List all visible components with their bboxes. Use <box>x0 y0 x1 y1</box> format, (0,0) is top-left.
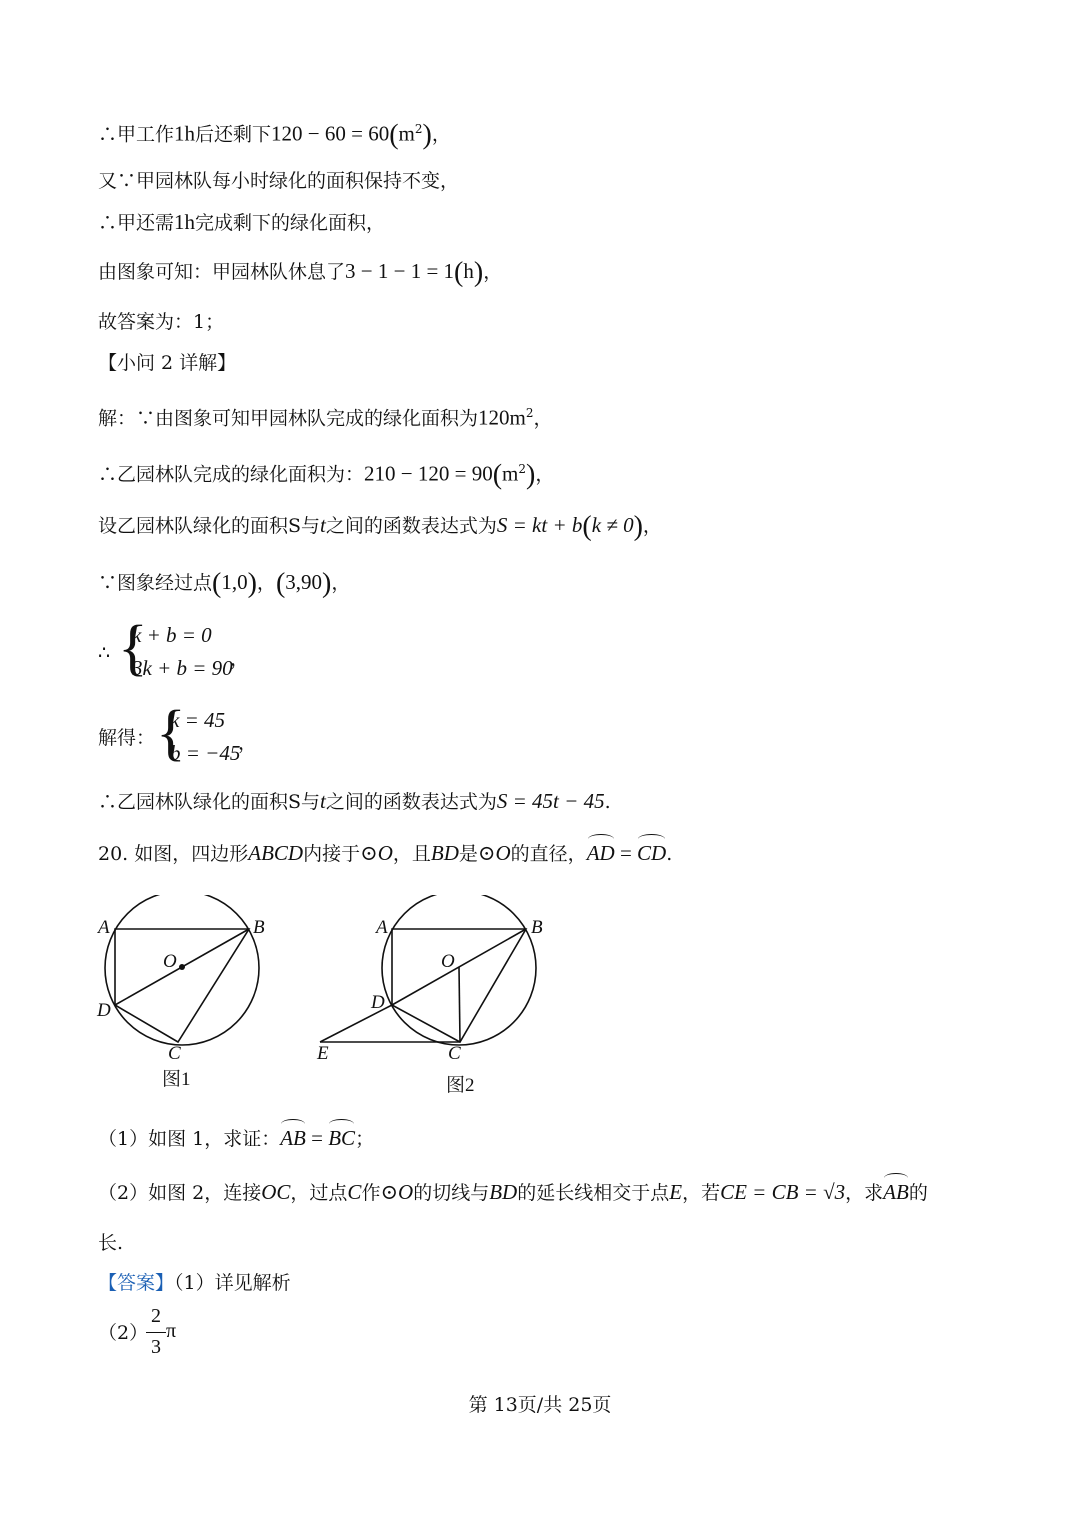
text: ， <box>230 648 250 670</box>
text: 解：∵由图象可知甲园林队完成的绿化面积为 <box>98 407 479 430</box>
text: 后还剩下 <box>195 123 272 146</box>
text: 解得： <box>98 727 156 749</box>
text: ， <box>483 261 503 283</box>
superscript: 2 <box>525 406 534 420</box>
text: 作 <box>361 1182 381 1204</box>
label-a: A <box>98 917 110 938</box>
therefore: ∴ <box>98 642 111 664</box>
math-var: t <box>320 513 326 537</box>
text: ，过点 <box>290 1182 348 1204</box>
text: ， <box>331 572 351 594</box>
text: （2） <box>98 1322 149 1344</box>
text: 之间的函数表达式为 <box>325 791 497 813</box>
text-line-8 <box>98 454 554 490</box>
label-a: A <box>376 917 388 938</box>
equation-row: b = −45 <box>170 741 241 765</box>
fraction-bar <box>146 1332 166 1333</box>
paren-close: ) <box>322 568 332 599</box>
math: C <box>347 1180 362 1204</box>
unit: m <box>398 121 415 146</box>
math: E <box>669 1180 683 1204</box>
text-line-2: 又∵甲园林队每小时绿化的面积保持不变， <box>98 170 460 192</box>
math: ⊙O <box>477 841 511 865</box>
text: （1）详见解析 <box>174 1272 291 1294</box>
math: CE = CB = √3 <box>720 1180 846 1204</box>
math: S = 45t − 45 <box>496 789 605 813</box>
paren-open: ( <box>389 119 399 151</box>
arc-ab: AB <box>280 1123 306 1153</box>
line-oc <box>459 967 460 1042</box>
paren-open: ( <box>582 511 592 542</box>
paren-close: ) <box>633 511 643 542</box>
answer-line-2 <box>98 1318 148 1348</box>
text-line-5: 故答案为：1； <box>98 311 225 333</box>
text-line-13 <box>98 786 611 817</box>
text: ， <box>431 123 451 146</box>
label-e: E <box>317 1043 329 1064</box>
label-o: O <box>441 951 455 972</box>
label-d: D <box>97 1000 111 1021</box>
text: 的切线与 <box>413 1182 490 1204</box>
problem-statement <box>98 838 672 869</box>
text: 设乙园林队绿化的面积S与 <box>98 515 321 537</box>
math-var: t <box>320 789 326 813</box>
quadrilateral-abcd <box>115 929 249 1042</box>
label-b: B <box>253 917 265 938</box>
point-2: 3,90 <box>285 570 323 594</box>
text: . <box>666 843 673 865</box>
text: ， <box>642 515 662 537</box>
paren-open: ( <box>492 459 503 491</box>
text: 20. 如图，四边形 <box>98 843 249 865</box>
answer-line-1 <box>98 1268 291 1298</box>
text: 内接于 <box>303 843 361 865</box>
paren-close: ) <box>247 568 257 599</box>
denominator: 3 <box>151 1336 161 1358</box>
math: = <box>305 1126 329 1150</box>
text: ； <box>355 1128 375 1150</box>
answer-tag: 【答案】 <box>98 1272 175 1294</box>
math: ⊙O <box>380 1180 414 1204</box>
paren-close: ) <box>473 257 484 288</box>
math: 3 − 1 − 1 = 1 <box>345 259 455 283</box>
math: k ≠ 0 <box>591 513 634 537</box>
label-d: D <box>371 992 385 1013</box>
pi: π <box>166 1320 177 1342</box>
math: 120m <box>478 405 526 430</box>
math: ABCD <box>248 841 304 865</box>
unit: m <box>502 461 519 486</box>
superscript: 2 <box>518 462 527 476</box>
text: 是 <box>458 843 478 865</box>
text: （1）如图 1，求证： <box>98 1128 281 1150</box>
math: 1h <box>174 121 196 146</box>
math: ⊙O <box>360 841 393 865</box>
text: ， <box>256 572 276 594</box>
question-2 <box>98 1177 928 1208</box>
arc-ad: AD <box>587 838 615 868</box>
text-line-3 <box>98 207 385 238</box>
text: ∴乙园林队绿化的面积S与 <box>98 791 321 813</box>
text: 的直径， <box>510 843 587 865</box>
page-footer: 第 13页/共 25页 <box>468 1394 612 1416</box>
math: OC <box>261 1180 291 1204</box>
text: ，求 <box>845 1182 884 1204</box>
text: ∵图象经过点 <box>98 572 213 594</box>
math: BD <box>489 1180 518 1204</box>
question-2-cont: 长. <box>98 1232 124 1254</box>
math: 210 − 120 = 90 <box>364 461 493 486</box>
center-dot <box>179 964 185 970</box>
figure-1-caption: 图1 <box>162 1069 191 1090</box>
text-line-10 <box>98 567 350 599</box>
figure-2-caption: 图2 <box>446 1075 475 1096</box>
text: . <box>604 791 611 813</box>
arc-bc: BC <box>328 1123 355 1153</box>
math: = <box>614 841 638 865</box>
section-heading: 【小问 2 详解】 <box>98 352 237 374</box>
text: ∴甲还需 <box>98 212 175 234</box>
unit: h <box>463 259 474 283</box>
text: ， <box>535 463 555 486</box>
superscript: 2 <box>414 122 423 136</box>
brace: { <box>118 614 148 682</box>
equation-row: k + b = 0 <box>132 623 212 647</box>
paren-open: ( <box>454 257 464 288</box>
paren-close: ) <box>526 459 536 491</box>
label-c: C <box>168 1043 181 1064</box>
text: 完成剩下的绿化面积， <box>195 212 386 234</box>
math: S = kt + b <box>496 513 583 537</box>
equation-row: 3k + b = 90 <box>132 656 233 680</box>
label-c: C <box>448 1043 461 1064</box>
math: BD <box>430 841 459 865</box>
question-1 <box>98 1123 374 1154</box>
brace: { <box>156 699 186 767</box>
math: 1h <box>174 210 196 234</box>
text-line-7 <box>98 398 553 433</box>
text-line-1 <box>98 114 451 150</box>
text: 之间的函数表达式为 <box>325 515 497 537</box>
math: 120 − 60 = 60 <box>271 121 390 146</box>
text: ∴甲工作 <box>98 123 175 146</box>
text: ， <box>533 407 553 430</box>
arc-ab: AB <box>883 1177 909 1207</box>
text-line-4 <box>98 256 502 288</box>
label-o: O <box>163 951 177 972</box>
equation-row: k = 45 <box>170 708 225 732</box>
label-b: B <box>531 917 543 938</box>
text: ， <box>238 732 258 754</box>
figure-2 <box>300 895 550 1095</box>
text: ，若 <box>682 1182 721 1204</box>
text: ∴乙园林队完成的绿化面积为： <box>98 463 365 486</box>
numerator: 2 <box>151 1305 161 1327</box>
paren-open: ( <box>275 568 286 599</box>
text: ，且 <box>392 843 431 865</box>
point-1: 1,0 <box>221 570 248 594</box>
paren-close: ) <box>422 119 432 151</box>
text: 的 <box>908 1182 928 1204</box>
text: （2）如图 2，连接 <box>98 1182 262 1204</box>
paren-open: ( <box>212 568 222 599</box>
text: 的延长线相交于点 <box>517 1182 670 1204</box>
text-line-9 <box>98 510 662 542</box>
arc-cd: CD <box>637 838 666 868</box>
text: 由图象可知：甲园林队休息了 <box>98 261 346 283</box>
